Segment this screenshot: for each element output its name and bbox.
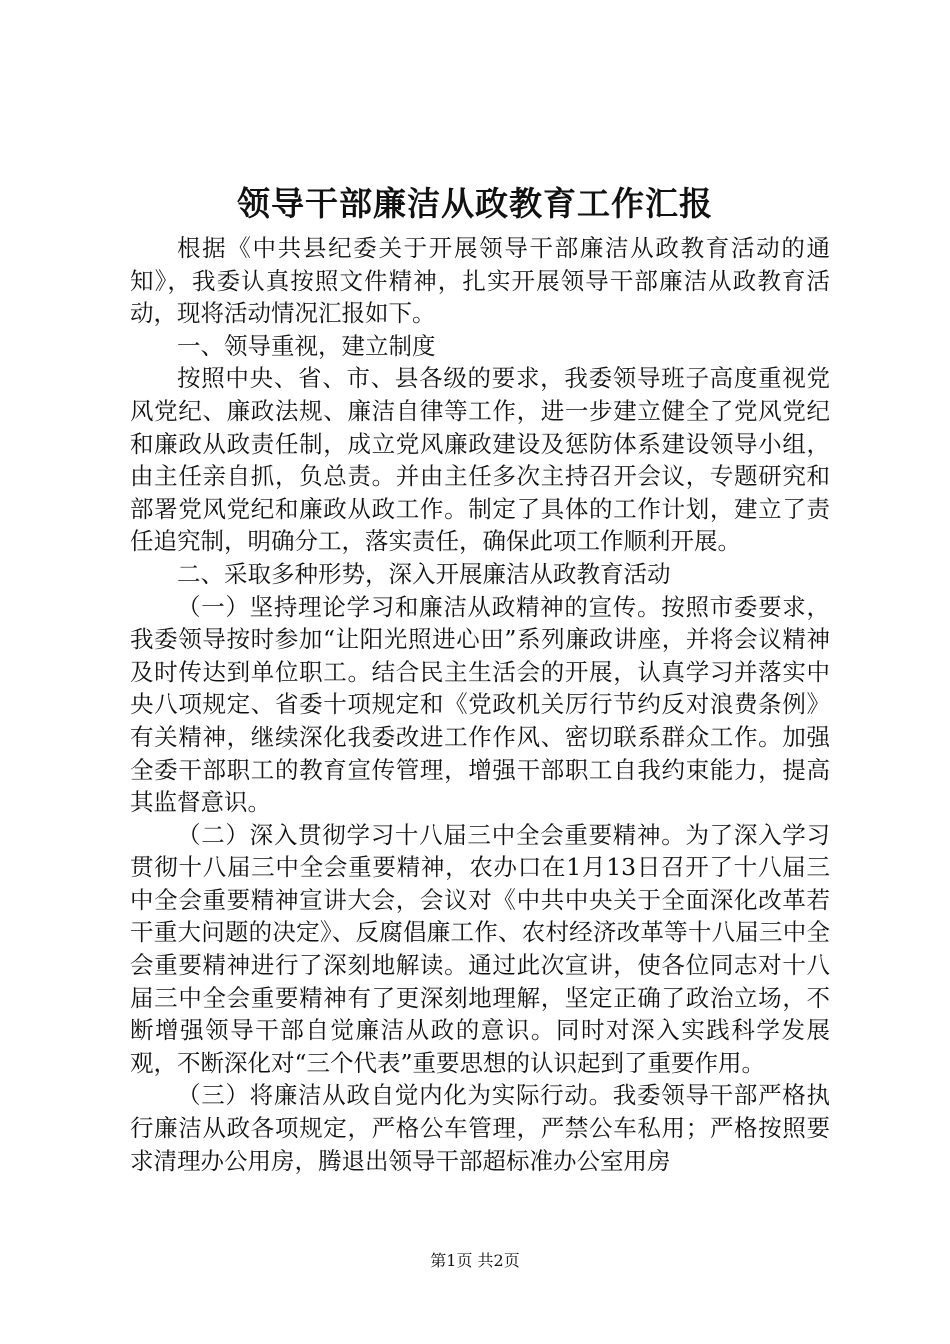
paragraph-item-3: （三）将廉洁从政自觉内化为实际行动。我委领导干部严格执行廉洁从政各项规定，严格公车管理，严禁公车私用；严格按照要求清理办公用房，腾退出领导干部超标准办公室用房: [130, 1081, 830, 1175]
document-body: [130, 232, 830, 1177]
page-footer: 第1页 共2页: [430, 1251, 520, 1270]
section-heading-2: 二、采取多种形势，深入开展廉洁从政教育活动: [177, 559, 671, 588]
paragraph-section-1: 按照中央、省、市、县各级的要求，我委领导班子高度重视党风党纪、廉政法规、廉洁自律等工作，进一步建立健全了党风党纪和廉政从政责任制，成立党风廉政建设及惩防体系建设领导小组，由主任亲自抓，负总责。并由主任多次主持召开会议，专题研究和部署党风党纪和廉政从政工作。制定了具体的工作计划，建立了责任追究制，明确分工，落实责任，确保此项工作顺利开展。: [130, 364, 830, 556]
section-heading-1: 一、领导重视，建立制度: [177, 331, 436, 360]
paragraph-intro: 根据《中共县纪委关于开展领导干部廉洁从政教育活动的通知》，我委认真按照文件精神，扎实开展领导干部廉洁从政教育活动，现将活动情况汇报如下。: [130, 234, 830, 328]
paragraph-item-1: （一）坚持理论学习和廉洁从政精神的宣传。按照市委要求，我委领导按时参加“让阳光照进心田”系列廉政讲座，并将会议精神及时传达到单位职工。结合民主生活会的开展，认真学习并落实中央八项规定、省委十项规定和《党政机关厉行节约反对浪费条例》有关精神，继续深化我委改进工作作风、密切联系群众工作。加强全委干部职工的教育宣传管理，增强干部职工自我约束能力，提高其监督意识。: [130, 592, 830, 817]
document-title: 领导干部廉洁从政教育工作汇报: [237, 184, 713, 223]
paragraph-item-2: （二）深入贯彻学习十八届三中全会重要精神。为了深入学习贯彻十八届三中全会重要精神，农办口在1月13日召开了十八届三中全会重要精神宣讲大会，会议对《中共中央关于全面深化改革若干重大问题的决定》、反腐倡廉工作、农村经济改革等十八届三中全会重要精神进行了深刻地解读。通过此次宣讲，使各位同志对十八届三中全会重要精神有了更深刻地理解，坚定正确了政治立场，不断增强领导干部自觉廉洁从政的意识。同时对深入实践科学发展观，不断深化对“三个代表”重要思想的认识起到了重要作用。: [130, 820, 830, 1077]
